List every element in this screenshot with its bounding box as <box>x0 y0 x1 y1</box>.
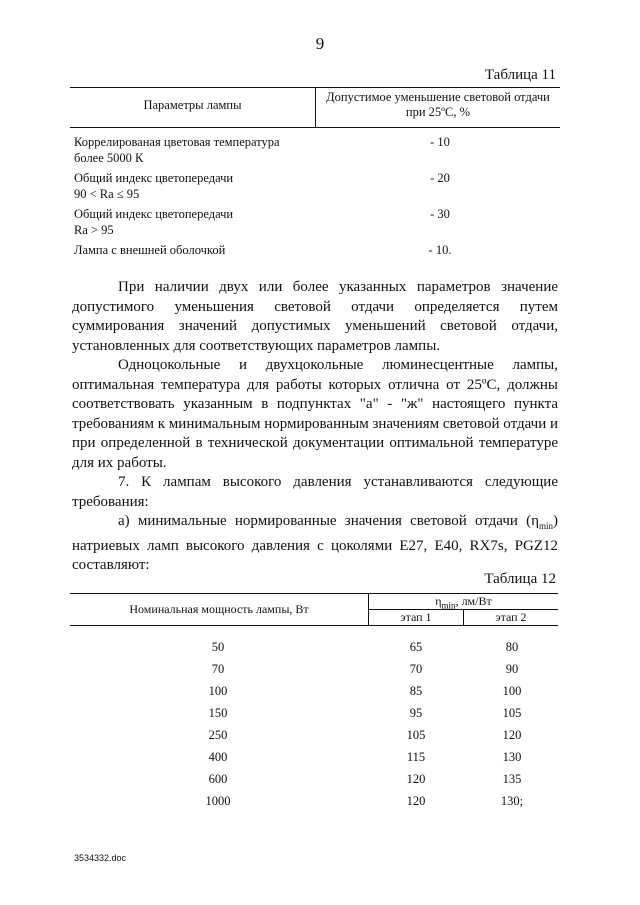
cell-stage2: 100 <box>502 684 522 698</box>
eta-sub: min <box>441 600 456 611</box>
cell-stage2: 130; <box>500 794 524 808</box>
row-value: - 20 <box>430 171 450 185</box>
paragraph-4-after: ) натриевых ламп высокого давления с цоколями E27, E40, RX7s, PGZ12 составляют: <box>72 513 558 573</box>
cell-stage2: 130 <box>502 750 522 764</box>
cell-stage1: 65 <box>409 640 423 654</box>
cell-stage2: 105 <box>502 706 522 720</box>
row-param-line2: более 5000 К <box>74 151 144 165</box>
cell-stage1: 120 <box>406 772 426 786</box>
table11-header-reduction <box>316 90 560 120</box>
cell-power: 100 <box>208 684 228 698</box>
row-value: - 30 <box>430 207 450 221</box>
table12-header-power: Номинальная мощность лампы, Вт <box>129 602 309 616</box>
row-param-line1: Общий индекс цветопередачи <box>74 171 234 185</box>
table-row <box>74 206 233 238</box>
table12-header-stage1: этап 1 <box>400 610 432 624</box>
cell-power: 150 <box>208 706 228 720</box>
row-value: - 10 <box>430 135 450 149</box>
table12-header-stage2: этап 2 <box>495 610 527 624</box>
table12-caption: Таблица 12 <box>484 571 556 587</box>
table12-header-rule <box>70 625 558 626</box>
cell-stage1: 115 <box>406 750 426 764</box>
cell-power: 1000 <box>205 794 231 808</box>
paragraph-4-before: а) минимальные нормированные значения световой отдачи (η <box>118 513 539 529</box>
cell-stage1: 70 <box>409 662 423 676</box>
row-param-line1: Лампа с внешней оболочкой <box>74 243 226 257</box>
cell-stage2: 90 <box>505 662 519 676</box>
cell-stage1: 85 <box>409 684 423 698</box>
paragraph-1: При наличии двух или более указанных параметров значение допустимого уменьшения световой отдачи определяется путем суммирования значений допустимых уменьшений световой отдачи, установленных для соответствующих параметров лампы. <box>72 279 558 354</box>
paragraph-2: Одноцокольные и двухцокольные люминесцентные лампы, оптимальная температура для работы которых отлична от 25ºС, должны соответствовать указанным в подпунктах "а" - "ж" настоящего пункта требованиям к минимальным нормированным значениям световой отдачи и при определенной в технической документации оптимальной температуре для их работы. <box>72 357 558 471</box>
eta-unit: , лм/Вт <box>455 594 492 608</box>
cell-power: 70 <box>211 662 225 676</box>
paragraph-3: 7. К лампам высокого давления устанавливаются следующие требования: <box>72 474 558 510</box>
cell-stage2: 120 <box>502 728 522 742</box>
table11-header-param: Параметры лампы <box>143 98 242 112</box>
cell-stage2: 135 <box>502 772 522 786</box>
table-row <box>74 242 225 258</box>
cell-power: 600 <box>208 772 228 786</box>
row-param-line2: 90 < Ra ≤ 95 <box>74 187 140 201</box>
cell-stage2: 80 <box>505 640 519 654</box>
table11-header-reduction-line2: при 25ºС, % <box>405 105 471 119</box>
table11-caption: Таблица 11 <box>484 67 556 83</box>
footer-filename: 3534332.doc <box>74 853 127 863</box>
cell-stage1: 95 <box>409 706 423 720</box>
table11-header-reduction-line1: Допустимое уменьшение световой отдачи <box>326 90 550 104</box>
row-param-line1: Общий индекс цветопередачи <box>74 207 234 221</box>
row-param-line1: Коррелированая цветовая температура <box>74 135 280 149</box>
paragraph-4-sub: min <box>538 521 553 531</box>
cell-stage1: 105 <box>406 728 426 742</box>
page-number: 9 <box>315 34 325 53</box>
table-row <box>74 170 233 202</box>
table12-header-efficacy <box>369 594 558 610</box>
table-row <box>74 134 280 166</box>
row-param-line2: Ra > 95 <box>74 223 114 237</box>
eta-symbol: η <box>435 594 442 608</box>
cell-power: 50 <box>211 640 225 654</box>
row-value: - 10. <box>428 243 452 257</box>
table11-header-rule <box>70 127 560 128</box>
cell-stage1: 120 <box>406 794 426 808</box>
cell-power: 250 <box>208 728 228 742</box>
paragraph-4 <box>72 512 558 576</box>
cell-power: 400 <box>208 750 228 764</box>
